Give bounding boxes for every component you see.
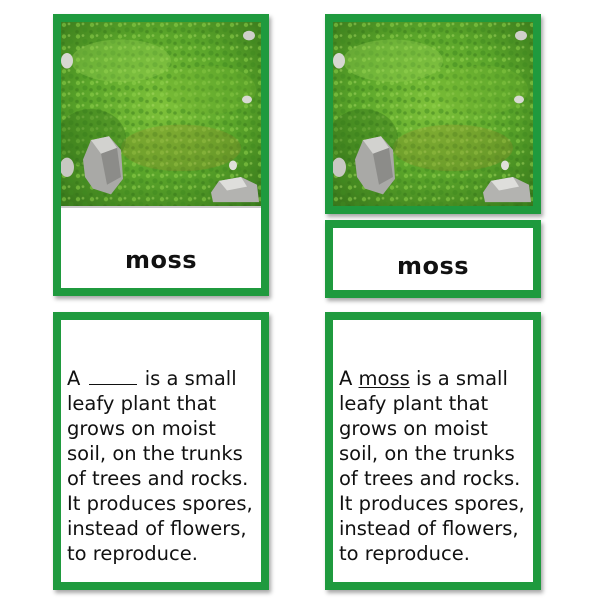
definition-line: soil, on the trunks <box>339 442 515 465</box>
label-card-text: moss <box>396 252 470 280</box>
definition-line: soil, on the trunks <box>67 442 243 465</box>
definition-line: grows on moist <box>339 417 488 440</box>
definition-word: is a small <box>144 367 237 390</box>
definition-card-blank[interactable] <box>53 312 269 590</box>
definition-line: instead of flowers, <box>339 517 519 540</box>
definition-line: grows on moist <box>67 417 216 440</box>
definition-line: to reproduce. <box>339 542 470 565</box>
definition-text <box>339 366 529 566</box>
definition-card-filled[interactable] <box>325 312 541 590</box>
control-card[interactable] <box>53 14 269 296</box>
definition-word: is a small <box>416 367 508 390</box>
definition-line: of trees and rocks. <box>339 467 521 490</box>
card-divider <box>61 206 261 208</box>
picture-card[interactable] <box>325 14 541 214</box>
definition-word: A <box>67 367 81 390</box>
definition-line: It produces spores, <box>67 492 253 515</box>
definition-line: It produces spores, <box>339 492 525 515</box>
definition-line: instead of flowers, <box>67 517 247 540</box>
definition-word: A <box>339 367 353 390</box>
fill-in-blank <box>89 367 137 385</box>
moss-photo <box>61 22 261 206</box>
definition-line: to reproduce. <box>67 542 198 565</box>
label-card[interactable] <box>325 220 541 298</box>
definition-keyword: moss <box>358 367 410 390</box>
definition-text <box>67 366 257 566</box>
control-card-label: moss <box>124 246 198 274</box>
definition-line <box>67 366 257 391</box>
definition-line: leafy plant that <box>339 392 489 415</box>
definition-line <box>339 366 529 391</box>
definition-line: leafy plant that <box>67 392 217 415</box>
definition-line: of trees and rocks. <box>67 467 249 490</box>
moss-photo <box>333 22 533 206</box>
